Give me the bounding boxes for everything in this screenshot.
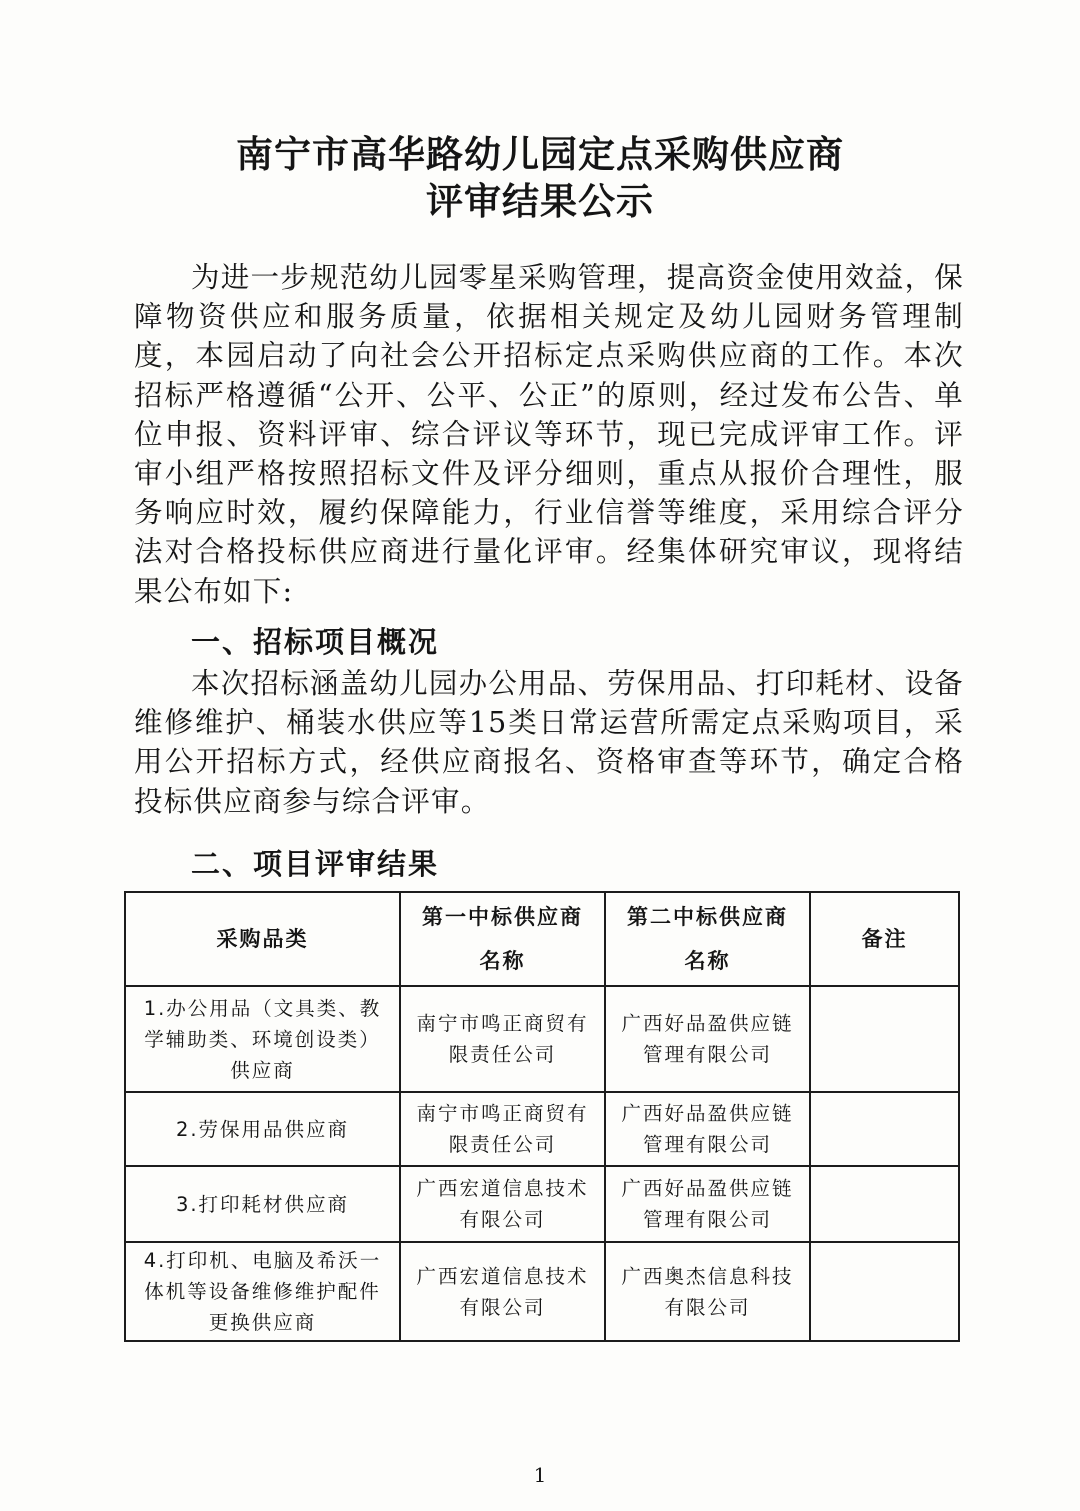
section2-heading: 二、项目评审结果: [191, 847, 440, 881]
cell-second-supplier: 广西好品盈供应链管理有限公司: [605, 1166, 810, 1242]
results-table: [124, 891, 960, 1342]
section1-paragraph: 本次招标涵盖幼儿园办公用品、劳保用品、打印耗材、设备维修维护、桶装水供应等15类日常运营所需定点采购项目，采用公开招标方式，经供应商报名、资格审查等环节，确定合格投标供应商参与综合评审。: [134, 667, 964, 818]
header-remarks: 备注: [810, 892, 959, 986]
cell-remarks: [810, 1166, 959, 1242]
page-number: 1: [533, 1463, 547, 1487]
cell-second-supplier: 广西好品盈供应链管理有限公司: [605, 1092, 810, 1166]
cell-remarks: [810, 1242, 959, 1341]
cell-first-supplier: 南宁市鸣正商贸有限责任公司: [400, 1092, 605, 1166]
cell-second-supplier: 广西好品盈供应链管理有限公司: [605, 986, 810, 1092]
intro-paragraph: 为进一步规范幼儿园零星采购管理，提高资金使用效益，保障物资供应和服务质量，依据相关规定及幼儿园财务管理制度，本园启动了向社会公开招标定点采购供应商的工作。本次招标严格遵循“公开、公平、公正”的原则，经过发布公告、单位申报、资料评审、综合评议等环节，现已完成评审工作。评审小组严格按照招标文件及评分细则，重点从报价合理性，服务响应时效，履约保障能力，行业信誉等维度，采用综合评分法对合格投标供应商进行量化评审。经集体研究审议，现将结果公布如下:: [134, 261, 964, 608]
document-title-line1: 南宁市高华路幼儿园定点采购供应商: [236, 133, 844, 176]
cell-second-supplier: 广西奥杰信息科技有限公司: [605, 1242, 810, 1341]
table-header-row: [125, 892, 959, 986]
cell-category: 3.打印耗材供应商: [125, 1166, 400, 1242]
cell-category: 2.劳保用品供应商: [125, 1092, 400, 1166]
cell-category: 4.打印机、电脑及希沃一体机等设备维修维护配件更换供应商: [125, 1242, 400, 1341]
header-second-supplier: 第二中标供应商名称: [605, 892, 810, 986]
header-category: 采购品类: [125, 892, 400, 986]
cell-category: 1.办公用品（文具类、教学辅助类、环境创设类）供应商: [125, 986, 400, 1092]
table-row: [125, 1166, 959, 1242]
table-row: [125, 1092, 959, 1166]
cell-first-supplier: 南宁市鸣正商贸有限责任公司: [400, 986, 605, 1092]
header-first-supplier: 第一中标供应商名称: [400, 892, 605, 986]
document-title-line2: 评审结果公示: [426, 180, 654, 223]
section1-heading: 一、招标项目概况: [191, 625, 440, 659]
cell-remarks: [810, 1092, 959, 1166]
table-row: [125, 986, 959, 1092]
cell-first-supplier: 广西宏道信息技术有限公司: [400, 1242, 605, 1341]
table-row: [125, 1242, 959, 1341]
cell-remarks: [810, 986, 959, 1092]
cell-first-supplier: 广西宏道信息技术有限公司: [400, 1166, 605, 1242]
